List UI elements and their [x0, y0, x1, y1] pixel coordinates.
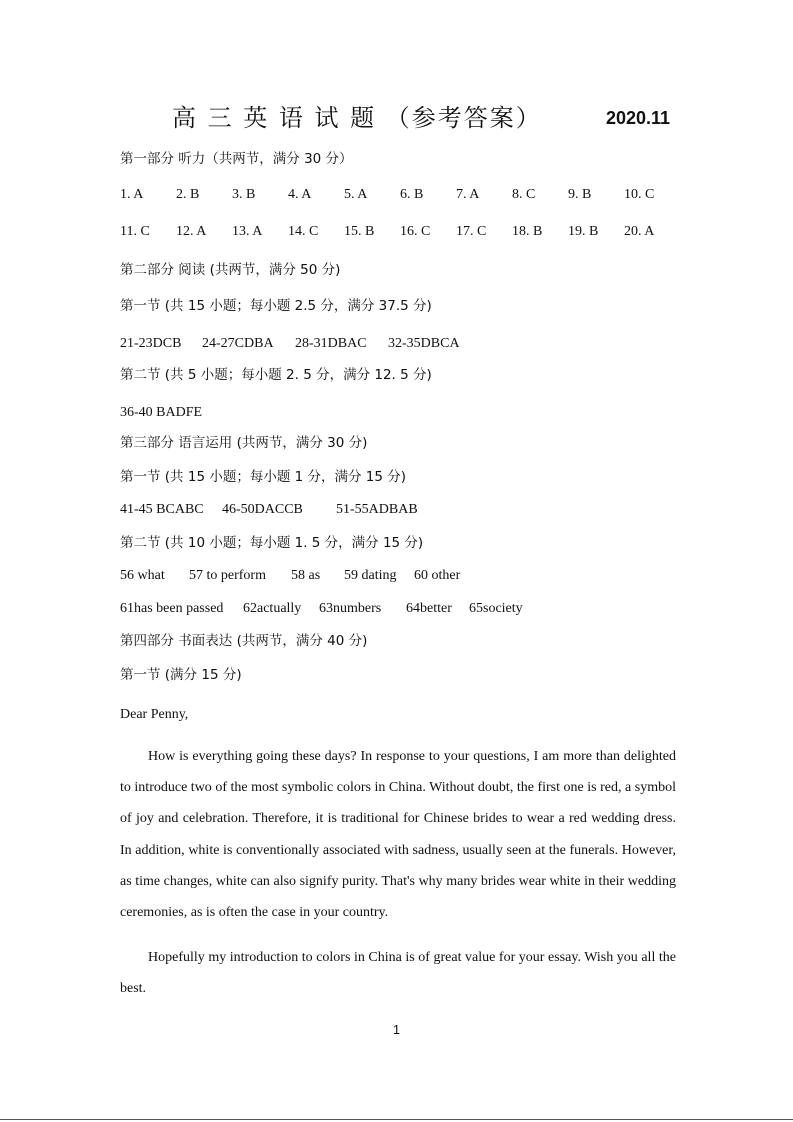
answer-group: 28-31DBAC: [295, 336, 367, 351]
part4-section1-heading: 第一节 (满分 15 分): [120, 667, 242, 683]
letter-paragraph-2-text: Hopefully my introduction to colors in China is of great value for your essay. Wish you all the best.: [120, 950, 676, 997]
answer-item: 18. B: [512, 224, 543, 239]
answer-item: 7. A: [456, 187, 480, 202]
part1-answer-row-2: [120, 224, 680, 242]
answer-item: 56 what: [120, 568, 165, 583]
answer-item: 13. A: [232, 224, 263, 239]
answer-item: 3. B: [232, 187, 256, 202]
answer-item: 9. B: [568, 187, 592, 202]
part3-section2-row-2: [120, 601, 680, 619]
page-title: 高 三 英 语 试 题 （参考答案）: [172, 104, 542, 132]
answer-item: 12. A: [176, 224, 207, 239]
answer-item: 17. C: [456, 224, 487, 239]
part3-section2-row-1: [120, 568, 680, 586]
answer-item: 11. C: [120, 224, 150, 239]
answer-item: 62actually: [243, 601, 302, 616]
part2-section2-answers: 36-40 BADFE: [120, 405, 203, 420]
part3-section2-heading: 第二节 (共 10 小题；每小题 1. 5 分，满分 15 分): [120, 535, 424, 551]
part3-section1-answers: [120, 502, 680, 520]
part2-section1-answers: [120, 336, 680, 354]
part1-answer-row-1: [120, 187, 680, 205]
page-number: 1: [392, 1022, 401, 1037]
part2-section2-heading: 第二节 (共 5 小题；每小题 2. 5 分，满分 12. 5 分): [120, 367, 432, 383]
answer-item: 16. C: [400, 224, 431, 239]
answer-item: 5. A: [344, 187, 368, 202]
answer-item: 57 to perform: [189, 568, 266, 583]
answer-group: 21-23DCB: [120, 336, 182, 351]
answer-item: 2. B: [176, 187, 200, 202]
answer-group: 51-55ADBAB: [336, 502, 418, 517]
part3-heading: 第三部分 语言运用 (共两节，满分 30 分): [120, 435, 368, 451]
answer-item: 60 other: [414, 568, 461, 583]
letter-paragraph-2: [120, 942, 676, 1004]
letter-paragraph-1-text: How is everything going these days? In response to your questions, I am more than delighted to introduce two of the most symbolic colors in China. Without doubt, the first one is red, a symbol of joy and celebration. Therefore, it is traditional for Chinese brides to wear a red wedding dress. In addition, white is conventionally associated with sadness, usually seen at the funerals. However, as time changes, white can also signify purity. That's why many brides wear white in their wedding ceremonies, as is often the case in your country.: [120, 749, 676, 921]
part1-heading: 第一部分 听力（共两节，满分 30 分）: [120, 151, 353, 167]
answer-item: 20. A: [624, 224, 655, 239]
part3-section1-heading: 第一节 (共 15 小题；每小题 1 分，满分 15 分): [120, 469, 407, 485]
letter-paragraph-1: [120, 741, 676, 928]
answer-item: 59 dating: [344, 568, 397, 583]
answer-item: 63numbers: [319, 601, 382, 616]
page-bottom-divider: [0, 1119, 793, 1120]
answer-item: 10. C: [624, 187, 655, 202]
letter-salutation: Dear Penny,: [120, 707, 189, 722]
answer-item: 1. A: [120, 187, 144, 202]
answer-group: 32-35DBCA: [388, 336, 460, 351]
answer-item: 64better: [406, 601, 452, 616]
part4-heading: 第四部分 书面表达 (共两节，满分 40 分): [120, 633, 368, 649]
exam-date: 2020.11: [606, 108, 671, 128]
answer-group: 46-50DACCB: [222, 502, 303, 517]
answer-item: 19. B: [568, 224, 599, 239]
answer-group: 24-27CDBA: [202, 336, 274, 351]
answer-item: 58 as: [291, 568, 321, 583]
answer-item: 6. B: [400, 187, 424, 202]
answer-group: 41-45 BCABC: [120, 502, 204, 517]
answer-item: 65society: [469, 601, 523, 616]
part2-section1-heading: 第一节 (共 15 小题；每小题 2.5 分，满分 37.5 分): [120, 298, 432, 314]
answer-item: 4. A: [288, 187, 312, 202]
title-row: [0, 98, 793, 138]
answer-item: 14. C: [288, 224, 319, 239]
part2-heading: 第二部分 阅读 (共两节，满分 50 分): [120, 262, 341, 278]
answer-item: 15. B: [344, 224, 375, 239]
answer-item: 8. C: [512, 187, 536, 202]
answer-item: 61has been passed: [120, 601, 224, 616]
